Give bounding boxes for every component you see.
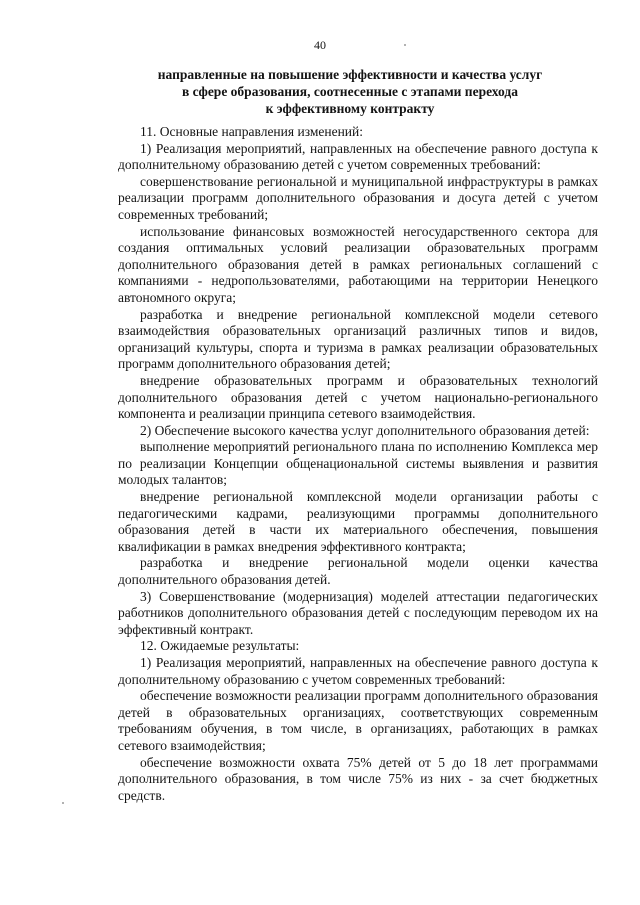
heading-line: в сфере образования, соотнесенные с этапами перехода <box>182 84 518 99</box>
paragraph: разработка и внедрение региональной модели оценки качества дополнительного образования детей. <box>118 555 598 588</box>
paragraph: использование финансовых возможностей негосударственного сектора для создания оптимальных условий реализации образовательных программ дополнительного образования детей в рамках региональных соглашений с компаниями - недропользователями, работающими на территории Ненецкого автономного округа; <box>118 223 598 305</box>
paragraph: разработка и внедрение региональной комплексной модели сетевого взаимодействия образовательных организаций различных типов и видов, организаций культуры, спорта и туризма в рамках реализации образовательных программ дополнительного образования детей; <box>118 306 598 372</box>
section-11-title: 11. Основные направления изменений: <box>140 124 364 139</box>
page-number: 40 <box>314 38 326 52</box>
paragraph: обеспечение возможности реализации программ дополнительного образования детей в образовательных организациях, соответствующих современным требованиям обучения, в том числе, в организациях, работающих в рамках сетевого взаимодействия; <box>118 688 598 753</box>
scan-speck <box>404 44 406 46</box>
section-12-title: 12. Ожидаемые результаты: <box>140 638 300 654</box>
scan-speck <box>62 802 64 804</box>
paragraph: внедрение образовательных программ и образовательных технологий дополнительного образования детей с учетом национально-регионального компонента и реализации принципа сетевого взаимодействия. <box>118 372 598 422</box>
paragraph: выполнение мероприятий регионального плана по исполнению Комплекса мер по реализации Концепции общенациональной системы выявления и развития молодых талантов; <box>118 439 598 488</box>
document-body <box>118 124 598 804</box>
heading-line: направленные на повышение эффективности и качества услуг <box>157 67 543 82</box>
heading-line: к эффективному контракту <box>265 101 435 116</box>
paragraph: внедрение региональной комплексной модели организации работы с педагогическими кадрами, реализующими программы дополнительного образования детей в части их материального обеспечения, повышения квалификации в рамках внедрения эффективного контракта; <box>118 489 598 554</box>
section-heading <box>60 66 640 117</box>
paragraph: 3) Совершенствование (модернизация) моделей аттестации педагогических работников дополнительного образования детей с последующим переводом их на эффективный контракт. <box>118 588 598 637</box>
paragraph: 1) Реализация мероприятий, направленных на обеспечение равного доступа к дополнительному образованию с учетом современных требований: <box>118 655 598 687</box>
paragraph: 1) Реализация мероприятий, направленных на обеспечение равного доступа к дополнительному образованию детей с учетом современных требований: <box>118 140 598 173</box>
paragraph: 2) Обеспечение высокого качества услуг дополнительного образования детей: <box>140 422 590 438</box>
paragraph: совершенствование региональной и муниципальной инфраструктуры в рамках реализации программ дополнительного образования и досуга детей с учетом современных требований; <box>118 173 598 222</box>
paragraph: обеспечение возможности охвата 75% детей от 5 до 18 лет программами дополнительного образования, в том числе 75% из них - за счет бюджетных средств. <box>118 754 598 803</box>
